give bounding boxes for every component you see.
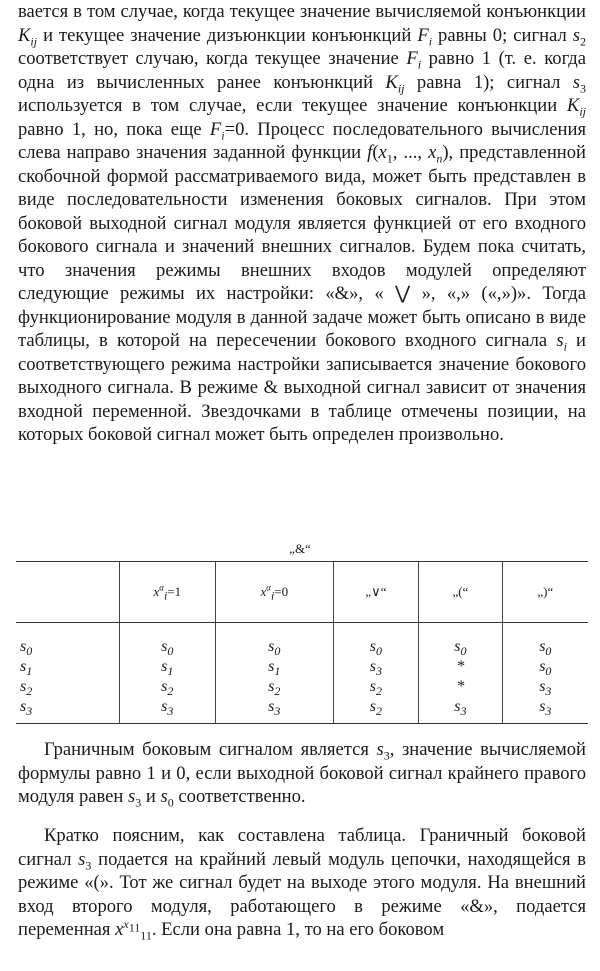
table-cell: $s_3$ xyxy=(502,677,588,697)
table-cell: $s_2$ xyxy=(216,677,334,697)
header-cell-open-paren: „(“ xyxy=(419,562,502,623)
table-cell-asterisk: * xyxy=(419,677,502,697)
header-cell-or: „∨“ xyxy=(333,562,419,623)
table-cell: $s_2$ xyxy=(333,697,419,724)
header-cell-empty xyxy=(16,562,119,623)
table-caption: „&“ xyxy=(289,541,311,556)
table-cell: $s_1$ xyxy=(20,658,33,679)
table-cell: $s_3$ xyxy=(16,697,119,724)
header-cell-close-paren: „)“ xyxy=(502,562,588,623)
table-cell: $s_2$ xyxy=(333,677,419,697)
table-cell: $s_1$ xyxy=(119,657,215,677)
table-row xyxy=(16,697,588,724)
table-cell: $s_3$ xyxy=(333,657,419,677)
table-cell: $s_3$ xyxy=(502,697,588,724)
signal-table xyxy=(16,561,588,724)
paragraph-2: Граничным боковым сигналом является $s_3$, значение вычисляемой формулы равно 1 и 0, если выходной боковой сигнал крайнего правого модуля равен $s_3$ и $s_0$ соответственно. xyxy=(18,739,586,810)
table-row xyxy=(16,677,588,697)
table-cell: $s_3$ xyxy=(216,697,334,724)
table-cell: $s_0$ xyxy=(419,623,502,658)
table-cell: $s_2$ xyxy=(20,678,33,699)
table-header-row xyxy=(16,562,588,623)
table-cell: $s_0$ xyxy=(333,623,419,658)
table-cell: $s_0$ xyxy=(119,623,215,658)
paragraph-1: вается в том случае, когда текущее значение вычисляемой конъюнкции $K_{ij}$ и текущее значение дизъюнкции конъюнкций $F_i$ равны 0; сигнал $s_2$ соответствует случаю, когда текущее значение $F_i$ равно 1 (т. е. когда одна из вычисленных ранее конъюнкций $K_{ij}$ равна 1); сигнал $s_3$ используется в том случае, если текущее значение конъюнкции $K_{ij}$ равно 1, но, пока еще $F_i=0$. Процесс последовательного вычисления слева направо значения заданной функции $f(x_1$, ..., $x_n$), представленной скобочной формой рассматриваемого вида, может быть представлен в виде последовательности изменения боковых сигналов. При этом боковой выходной сигнал модуля является функцией от его входного бокового сигнала и значений внешних сигналов. Будем пока считать, что значения режимы внешних входов модулей определяют следующие режимы их настройки: «&», « ⋁ », «,» («,»)». Тогда функционирование модуля в данной задаче может быть описано в виде таблицы, в которой на пересечении бокового входного сигнала $s_i$ и соответствующего режима настройки записывается значение бокового выходного сигнала. В режиме & выходной сигнал зависит от значения входной переменной. Звездочками в таблице отмечены позиции, на которых боковой сигнал может быть определен произвольно. xyxy=(18,1,586,445)
table-cell: $s_0$ xyxy=(216,623,334,658)
table-cell: $s_0$ xyxy=(20,638,33,659)
table-cell: $s_3$ xyxy=(419,697,502,724)
table-row xyxy=(16,623,588,658)
header-cell-x-equals-0: $x^\alpha_i=0$ xyxy=(216,562,334,623)
header-cell-x-equals-1: $x^\alpha_i=1$ xyxy=(119,562,215,623)
table-cell: $s_2$ xyxy=(119,677,215,697)
table-cell: $s_3$ xyxy=(119,697,215,724)
table-cell: $s_0$ xyxy=(502,623,588,658)
table-cell: $s_1$ xyxy=(216,657,334,677)
paragraph-3: Кратко поясним, как составлена таблица. Граничный боковой сигнал $s_3$ подается на крайний левый модуль цепочки, находящейся в режиме «(». Тот же сигнал будет на выходе этого модуля. На внешний вход второго модуля, работающего в режиме «&», подается переменная $x^{x_{11}}_{11}$. Если она равна 1, то на его боковом xyxy=(18,825,586,943)
table-cell-asterisk: * xyxy=(419,657,502,677)
table-cell: $s_0$ xyxy=(502,657,588,677)
table-row xyxy=(16,657,588,677)
